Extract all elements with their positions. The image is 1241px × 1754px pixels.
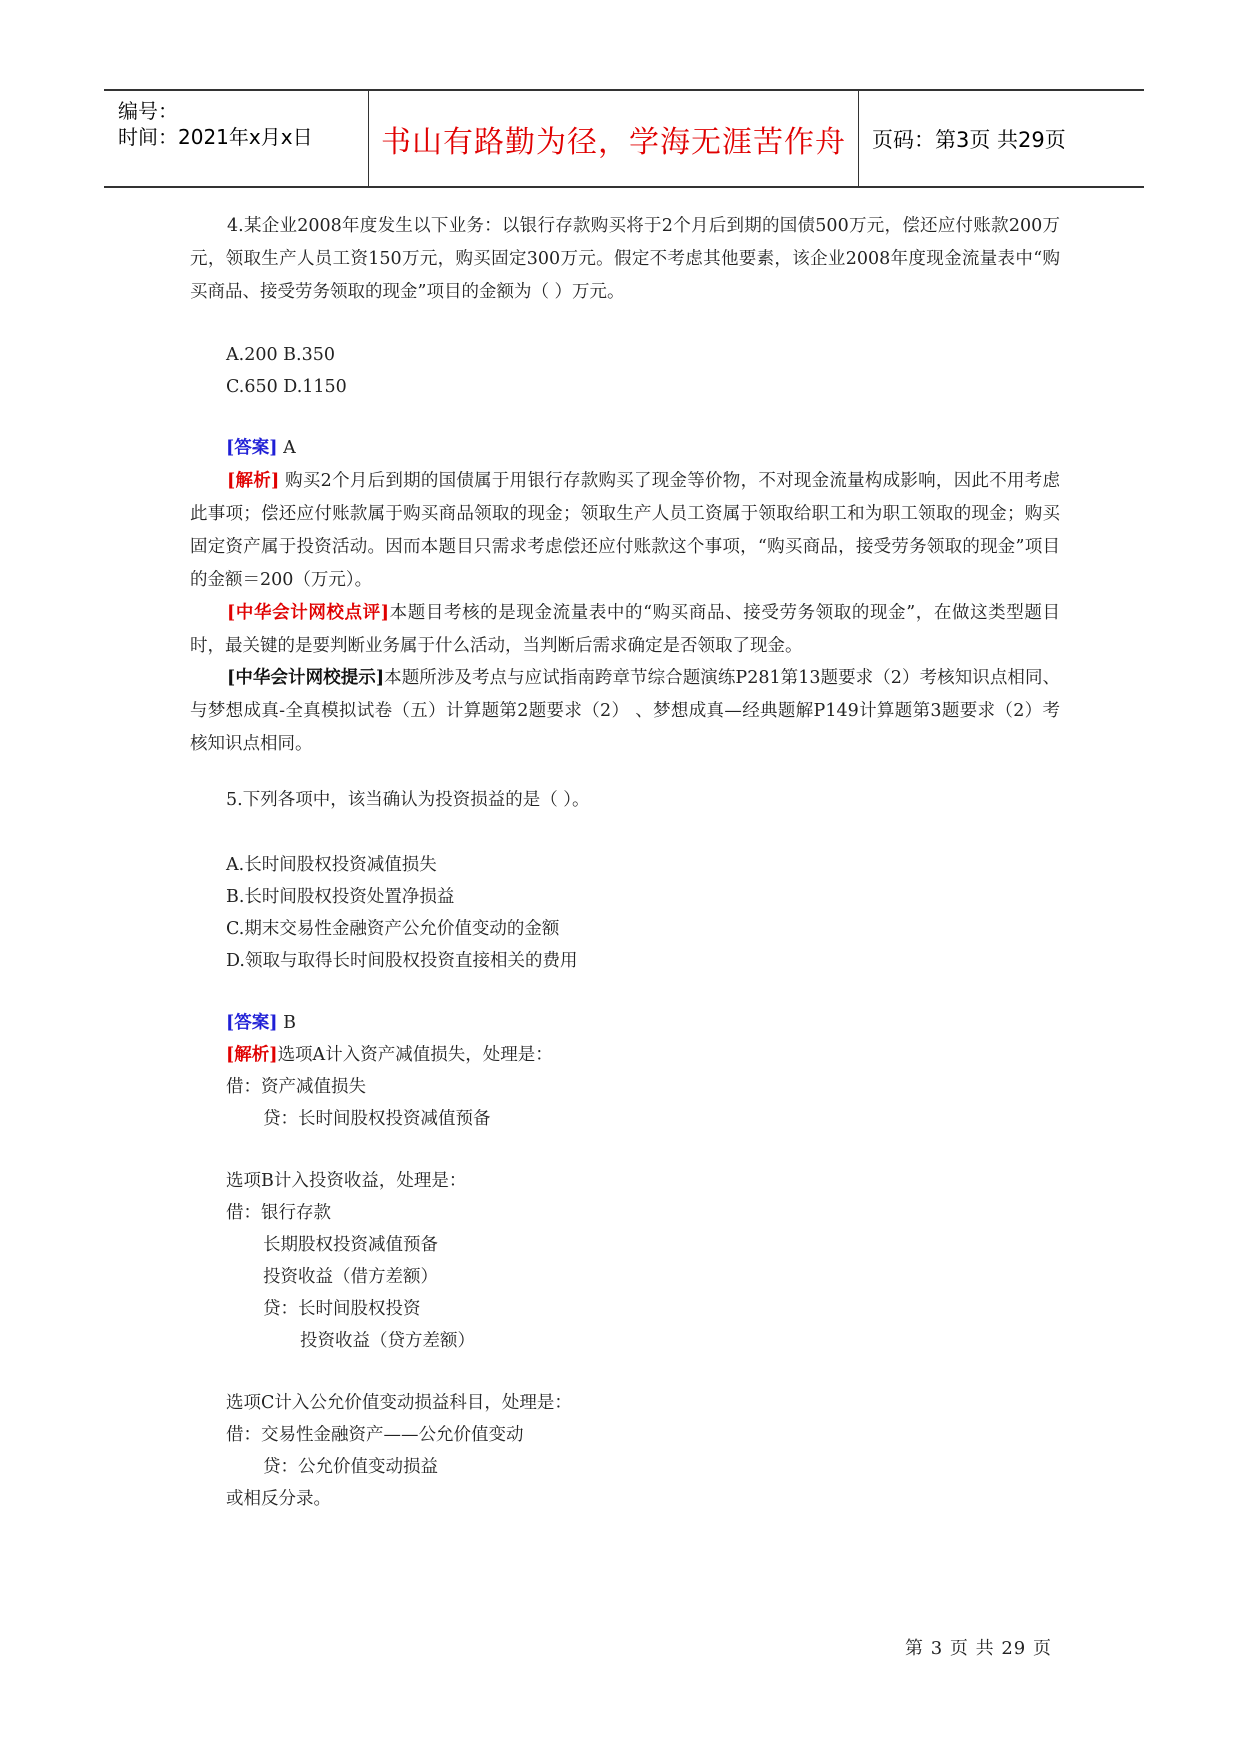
question-5-answer xyxy=(226,1008,296,1038)
comment-text: 本题目考核的是现金流量表中的“购买商品、接受劳务领取的现金”，在做这类型题目时，最关键的是要判断业务属于什么活动，当判断后需求确定是否领取了现金。 xyxy=(190,603,1061,656)
header-motto: 书山有路勤为径，学海无涯苦作舟 xyxy=(369,91,859,186)
entry-c-credit: 贷：公允价值变动损益 xyxy=(263,1457,438,1477)
answer-value: B xyxy=(277,1013,296,1033)
entry-b-credit-2: 投资收益（贷方差额） xyxy=(300,1331,475,1351)
analysis-text: 购买2个月后到期的国债属于用银行存款购买了现金等价物，不对现金流量构成影响，因此不用考虑此事项；偿还应付账款属于购买商品领取的现金；领取生产人员工资属于领取给职工和为职工领取的现金；购买固定资产属于投资活动。因而本题目只需求考虑偿还应付账款这个事项，“购买商品，接受劳务领取的现金”项目的金额＝200（万元）。 xyxy=(190,471,1060,590)
page-footer-number: 第 3 页 共 29 页 xyxy=(905,1638,1052,1659)
question-4-text: 4.某企业2008年度发生以下业务：以银行存款购买将于2个月后到期的国债500万元，偿还应付账款200万元，领取生产人员工资150万元，购买固定300万元。假定不考虑其他要素，该企业2008年度现金流量表中“购买商品、接受劳务领取的现金”项目的金额为（ ）万元。 xyxy=(190,216,1060,302)
entry-b-debit: 借：银行存款 xyxy=(226,1203,331,1223)
question-4-tip xyxy=(190,662,1060,761)
question-5-text: 5.下列各项中，该当确认为投资损益的是（ ）。 xyxy=(226,790,590,810)
entry-a-debit: 借：资产减值损失 xyxy=(226,1077,366,1097)
question-4-comment xyxy=(190,597,1060,663)
entry-b-credit: 贷：长时间股权投资 xyxy=(263,1299,421,1319)
document-number-label: 编号： xyxy=(118,99,178,123)
entry-a-credit: 贷：长时间股权投资减值预备 xyxy=(263,1109,491,1129)
entry-b-debit-3: 投资收益（借方差额） xyxy=(263,1267,438,1287)
answer-tag: [答案] xyxy=(226,1013,278,1033)
analysis-text: 选项A计入资产减值损失，处理是： xyxy=(277,1045,553,1065)
tip-text: 本题所涉及考点与应试指南跨章节综合题演练P281第13题要求（2）考核知识点相同、与梦想成真-全真模拟试卷（五）计算题第2题要求（2） 、梦想成真—经典题解P149计算题第3题要求（2）考核知识点相同。 xyxy=(190,668,1061,754)
tip-tag: [中华会计网校提示] xyxy=(227,668,385,688)
analysis-tag: [解析] xyxy=(226,1045,278,1065)
header-meta xyxy=(104,91,369,186)
answer-value: A xyxy=(277,438,296,458)
header-page-number: 页码：第3页 共29页 xyxy=(872,127,1066,152)
question-5-option-d: D.领取与取得长时间股权投资直接相关的费用 xyxy=(226,951,578,971)
question-4-options-line-1: A.200 B.350 xyxy=(226,345,335,365)
question-4-options-line-2: C.650 D.1150 xyxy=(226,377,347,397)
entry-c-debit: 借：交易性金融资产——公允价值变动 xyxy=(226,1425,524,1445)
entry-c-intro: 选项C计入公允价值变动损益科目，处理是： xyxy=(226,1393,572,1413)
entry-b-debit-2: 长期股权投资减值预备 xyxy=(263,1235,438,1255)
question-5-analysis xyxy=(226,1040,553,1070)
question-4-analysis xyxy=(190,465,1060,597)
entry-c-reverse: 或相反分录。 xyxy=(226,1489,331,1509)
page-header xyxy=(104,89,1144,188)
question-4-answer xyxy=(226,433,296,463)
analysis-tag: [解析] xyxy=(227,471,280,491)
answer-tag: [答案] xyxy=(226,438,278,458)
entry-b-intro: 选项B计入投资收益，处理是： xyxy=(226,1171,467,1191)
comment-tag: [中华会计网校点评] xyxy=(227,603,390,623)
document-date-label: 时间：2021年x月x日 xyxy=(118,125,313,149)
question-5-option-a: A.长时间股权投资减值损失 xyxy=(226,855,437,875)
question-5-option-b: B.长时间股权投资处置净损益 xyxy=(226,887,455,907)
question-5-option-c: C.期末交易性金融资产公允价值变动的金额 xyxy=(226,919,560,939)
